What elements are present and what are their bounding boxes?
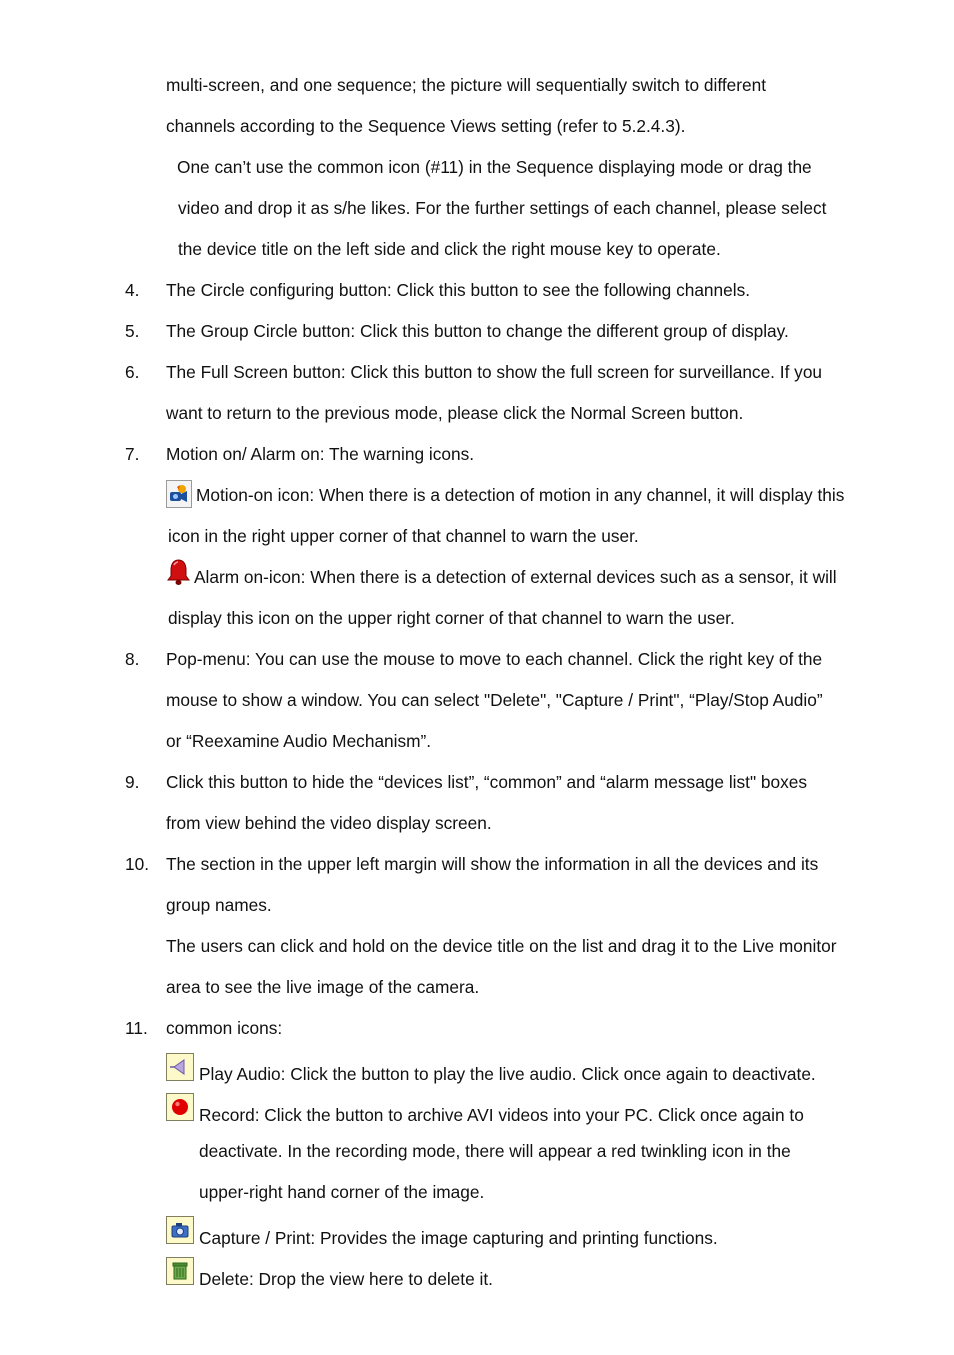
list-item-text: The users can click and hold on the device title on the list and drag it to the Live monitor xyxy=(166,936,837,956)
list-item-text: mouse to show a window. You can select "Delete", "Capture / Print", “Play/Stop Audio” xyxy=(166,690,823,710)
list-number: 5. xyxy=(125,321,140,341)
list-item-text: The Group Circle button: Click this button to change the different group of display. xyxy=(166,321,789,341)
text-line: upper-right hand corner of the image. xyxy=(199,1182,485,1202)
list-item-text: The section in the upper left margin will show the information in all the devices and its xyxy=(166,854,819,874)
list-number: 8. xyxy=(125,649,140,669)
list-number: 4. xyxy=(125,280,140,300)
record-icon xyxy=(166,1093,194,1121)
list-item-text: want to return to the previous mode, please click the Normal Screen button. xyxy=(166,403,744,423)
text-line: multi-screen, and one sequence; the picture will sequentially switch to different xyxy=(166,75,767,95)
list-number: 9. xyxy=(125,772,140,792)
text-line: display this icon on the upper right corner of that channel to warn the user. xyxy=(168,608,735,628)
text-line: the device title on the left side and click the right mouse key to operate. xyxy=(178,239,721,259)
list-number: 6. xyxy=(125,362,140,382)
list-item-text: from view behind the video display screen. xyxy=(166,813,492,833)
list-item-text: Pop-menu: You can use the mouse to move to each channel. Click the right key of the xyxy=(166,649,823,669)
text-line: One can’t use the common icon (#11) in the Sequence displaying mode or drag the xyxy=(177,157,812,177)
delete-trash-icon xyxy=(166,1257,194,1285)
list-item-text: Motion on/ Alarm on: The warning icons. xyxy=(166,444,475,464)
text-line: video and drop it as s/he likes. For the further settings of each channel, please select xyxy=(178,198,827,218)
list-item-text: The Full Screen button: Click this button to show the full screen for surveillance. If you xyxy=(166,362,823,382)
motion-on-icon xyxy=(166,480,192,508)
list-number: 10. xyxy=(125,854,150,874)
text-line: Motion-on icon: When there is a detection of motion in any channel, it will display this xyxy=(196,485,845,505)
text-line: Alarm on-icon: When there is a detection of external devices such as a sensor, it will xyxy=(194,567,837,587)
text-line: deactivate. In the recording mode, there will appear a red twinkling icon in the xyxy=(199,1141,791,1161)
list-item-text: or “Reexamine Audio Mechanism”. xyxy=(166,731,432,751)
text-line: Delete: Drop the view here to delete it. xyxy=(199,1269,493,1289)
list-item-text: area to see the live image of the camera. xyxy=(166,977,480,997)
list-item-text: group names. xyxy=(166,895,272,915)
list-number: 7. xyxy=(125,444,140,464)
list-item-text: The Circle configuring button: Click this button to see the following channels. xyxy=(166,280,751,300)
play-audio-icon xyxy=(166,1053,194,1081)
capture-print-icon xyxy=(166,1216,194,1244)
list-number: 11. xyxy=(125,1018,148,1038)
text-line: Capture / Print: Provides the image capturing and printing functions. xyxy=(199,1228,718,1248)
alarm-bell-icon xyxy=(166,558,191,587)
text-line: channels according to the Sequence Views setting (refer to 5.2.4.3). xyxy=(166,116,686,136)
text-line: Play Audio: Click the button to play the live audio. Click once again to deactivate. xyxy=(199,1064,816,1084)
list-item-text: Click this button to hide the “devices list”, “common” and “alarm message list" boxes xyxy=(166,772,807,792)
text-line: icon in the right upper corner of that channel to warn the user. xyxy=(168,526,639,546)
list-item-text: common icons: xyxy=(166,1018,283,1038)
text-line: Record: Click the button to archive AVI videos into your PC. Click once again to xyxy=(199,1105,804,1125)
